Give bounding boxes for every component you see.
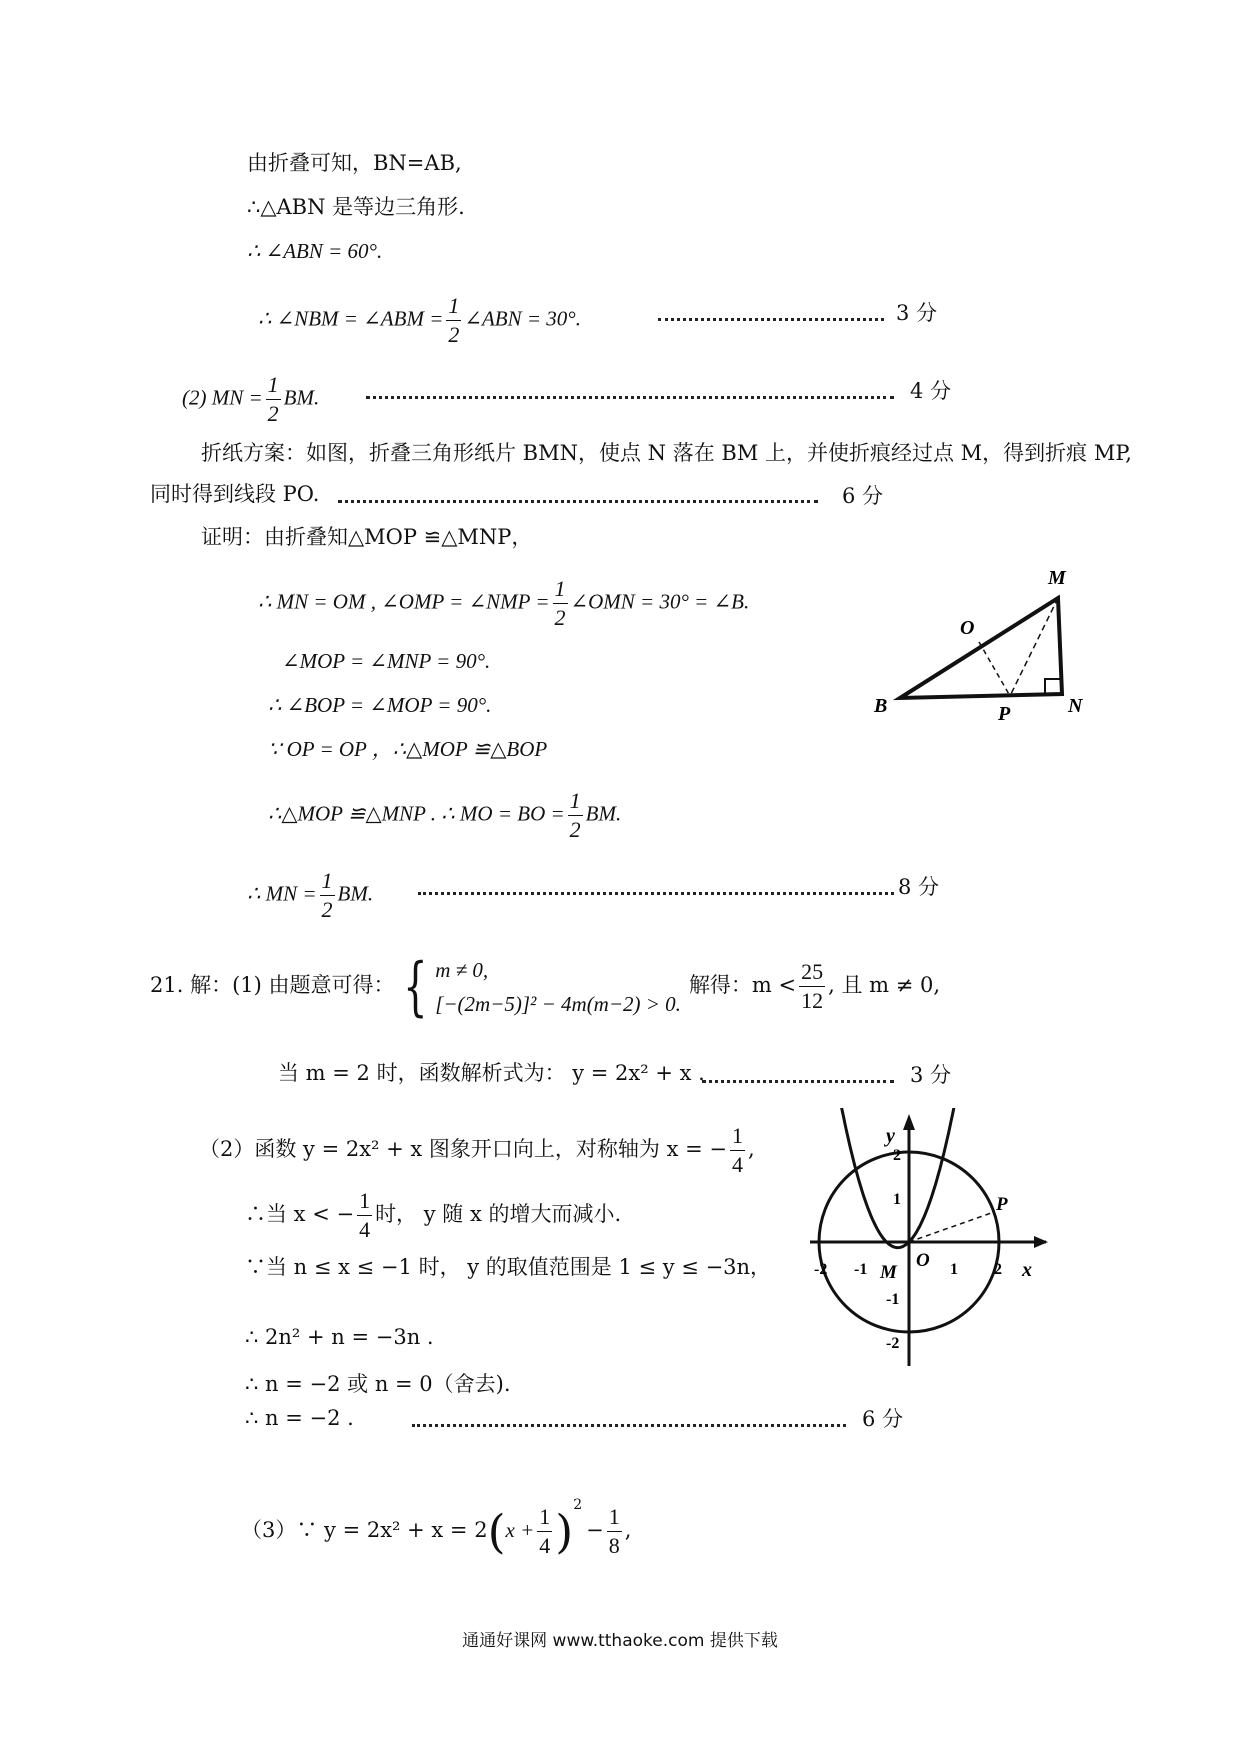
score-3: 3 分 bbox=[910, 1063, 952, 1087]
label-x: x bbox=[1022, 1259, 1032, 1281]
triangle-bmn bbox=[900, 598, 1062, 698]
line-part3-vertex-form: （3）∵ y = 2x² + x = 2(x + $\frac{1}{4}$ )$^2$− $\frac{1}{8}$ , bbox=[241, 1497, 632, 1559]
line-m-equals-2: 当 m = 2 时，函数解析式为： y = 2x² + x . bbox=[278, 1061, 705, 1085]
leader-dots bbox=[338, 500, 818, 503]
tick-x-2: 2 bbox=[994, 1261, 1002, 1278]
brace-icon: { bbox=[402, 949, 428, 1024]
line-q21-part1: 21. 解：(1) 由题意可得： { m ≠ 0, [−(2m−5)]² − 4m(m−2) > 0. 解得：m < $\frac{25}{12}$ , 且 m ≠ 0, bbox=[150, 949, 941, 1024]
line-decreasing: ∴当 x < − $\frac{1}{4}$ 时， y 随 x 的增大而减小. bbox=[245, 1188, 622, 1242]
label-B: B bbox=[874, 695, 888, 717]
tick-x-1: 1 bbox=[950, 1261, 958, 1278]
fraction-quarter: $\frac{1}{4}$ bbox=[359, 1188, 371, 1242]
line-part2-axis: （2）函数 y = 2x² + x 图象开口向上，对称轴为 x = − $\frac{1}{4}$ , bbox=[199, 1123, 755, 1177]
tick-y-minus2: -2 bbox=[886, 1335, 900, 1352]
leader-dots bbox=[658, 318, 884, 321]
label-M: M bbox=[1048, 567, 1066, 589]
line-part2-mn: (2) MN = $\frac{1}{2}$ BM. bbox=[182, 372, 320, 426]
fraction-quarter: $\frac{1}{4}$ bbox=[732, 1123, 743, 1177]
parabola-curve bbox=[839, 1108, 954, 1248]
fraction-quarter: $\frac{1}{4}$ bbox=[539, 1504, 551, 1558]
line-n-solutions: ∴ n = −2 或 n = 0（舍去). bbox=[245, 1372, 511, 1396]
tick-y-1: 1 bbox=[893, 1191, 901, 1208]
score-4: 4 分 bbox=[910, 379, 952, 403]
label-P: P bbox=[998, 703, 1011, 725]
line-segment-po: 同时得到线段 PO. bbox=[150, 482, 320, 506]
fraction-half: $\frac{1}{2}$ bbox=[554, 576, 566, 630]
leader-dots bbox=[702, 1080, 894, 1083]
label-y: y bbox=[886, 1125, 895, 1147]
fraction-half: $\frac{1}{2}$ bbox=[267, 372, 279, 426]
line-fold-bn-ab: 由折叠可知，BN=AB, bbox=[247, 151, 462, 175]
tick-y-minus1: -1 bbox=[886, 1291, 900, 1308]
score-6: 6 分 bbox=[842, 484, 884, 508]
triangle-figure bbox=[862, 560, 1102, 730]
label-O: O bbox=[916, 1250, 930, 1271]
score-3: 3 分 bbox=[896, 301, 938, 325]
label-O: O bbox=[960, 617, 975, 639]
tick-x-minus1: -1 bbox=[854, 1261, 868, 1278]
fraction-half: $\frac{1}{2}$ bbox=[569, 788, 581, 842]
leader-dots bbox=[366, 396, 894, 399]
page-footer: 通通好课网 www.tthaoke.com 提供下载 bbox=[462, 1631, 778, 1651]
right-angle-mark bbox=[1045, 679, 1062, 694]
leader-dots bbox=[412, 1424, 846, 1427]
label-M: M bbox=[880, 1262, 897, 1283]
y-axis-arrow-icon bbox=[903, 1114, 915, 1130]
line-equation-n: ∴ 2n² + n = −3n . bbox=[245, 1325, 434, 1349]
line-bop-mop: ∴ ∠BOP = ∠MOP = 90°. bbox=[268, 693, 492, 717]
line-fold-plan: 折纸方案：如图，折叠三角形纸片 BMN，使点 N 落在 BM 上，并使折痕经过点 M，得到折痕 MP, bbox=[201, 441, 1132, 465]
equation-system: m ≠ 0, [−(2m−5)]² − 4m(m−2) > 0. bbox=[435, 957, 681, 1016]
label-P: P bbox=[996, 1194, 1008, 1215]
fraction-25-12: $\frac{25}{12}$ bbox=[801, 959, 824, 1013]
parabola-circle-graph bbox=[800, 1108, 1050, 1370]
line-angle-nbm: ∴ ∠NBM = ∠ABM = $\frac{1}{2}$ ∠ABN = 30°. bbox=[258, 293, 581, 347]
segment-po bbox=[979, 642, 1010, 696]
score-6: 6 分 bbox=[862, 1407, 904, 1431]
line-angle-abn: ∴ ∠ABN = 60°. bbox=[247, 239, 383, 263]
line-mo-bo: ∴△MOP ≌△MNP . ∴ MO = BO = $\frac{1}{2}$ BM. bbox=[268, 788, 622, 842]
fraction-half: $\frac{1}{2}$ bbox=[448, 293, 460, 347]
tick-y-2: 2 bbox=[893, 1147, 901, 1164]
line-equilateral: ∴△ABN 是等边三角形. bbox=[247, 195, 465, 219]
fraction-half: $\frac{1}{2}$ bbox=[321, 868, 333, 922]
label-N: N bbox=[1068, 695, 1083, 717]
line-mn-om: ∴ MN = OM , ∠OMP = ∠NMP = $\frac{1}{2}$ ∠OMN = 30° = ∠B. bbox=[258, 576, 750, 630]
segment-op bbox=[909, 1212, 994, 1242]
line-n-result: ∴ n = −2 . bbox=[245, 1406, 354, 1430]
line-mn-conclusion: ∴ MN = $\frac{1}{2}$ BM. bbox=[247, 868, 374, 922]
x-axis-arrow-icon bbox=[1034, 1236, 1048, 1248]
tick-x-minus2: -2 bbox=[814, 1261, 828, 1278]
line-op-op: ∵ OP = OP ，∴△MOP ≌△BOP bbox=[268, 737, 548, 761]
line-mop-mnp: ∠MOP = ∠MNP = 90°. bbox=[282, 649, 491, 673]
leader-dots bbox=[418, 892, 894, 895]
fraction-eighth: $\frac{1}{8}$ bbox=[608, 1504, 620, 1558]
line-range: ∵当 n ≤ x ≤ −1 时， y 的取值范围是 1 ≤ y ≤ −3n， bbox=[245, 1255, 772, 1279]
score-8: 8 分 bbox=[898, 875, 940, 899]
line-proof-start: 证明：由折叠知△MOP ≌△MNP， bbox=[201, 525, 533, 549]
